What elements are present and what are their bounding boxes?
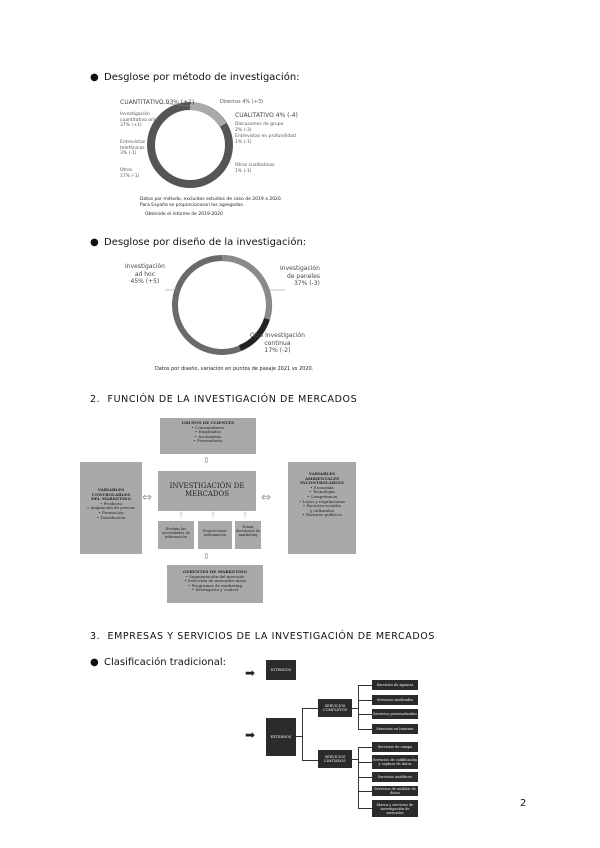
heading-number: 2.: [90, 394, 101, 405]
label-quant: CUANTITATIVO 93% (+1): [120, 99, 195, 106]
box-managers-title: GERENTES DE MARKETING: [182, 569, 247, 574]
label-panels: Investigación de paneles 37% (-3): [280, 265, 320, 287]
leaf-coding: Servicios de codificación y captura de datos: [372, 755, 418, 769]
label-adhoc: Investigación ad hoc 45% (+5): [125, 263, 165, 285]
arrow-vertical-icon-2: ⇕: [203, 552, 210, 561]
leaf-field: Servicios de campo: [372, 742, 418, 752]
bullet-dot: ●: [90, 657, 99, 668]
arrow-externos-icon: ➡: [245, 728, 256, 742]
box-externos: EXTERNOS: [266, 718, 296, 756]
box-clients: [160, 418, 256, 454]
box-provide: Proporcionar información: [198, 521, 232, 549]
donut-panel-segment: [222, 258, 269, 319]
box-managers: [167, 565, 263, 603]
connector: [358, 791, 372, 792]
chart1-note: Datos por método, excluidos estudios de caso de 2019 a 2020. Para España se proporcionaron los agregados.: [140, 197, 283, 208]
leaf-custom: Servicios personalizados: [372, 709, 418, 719]
leaf-data-analysis: Servicios de análisis de datos: [372, 786, 418, 796]
leaf-brand: Marca y servicios de investigación de mercados: [372, 800, 418, 817]
box-clients-title: GRUPOS DE CLIENTES: [181, 420, 235, 425]
chart2-note: Datos por diseño, variación en puntos de pasaje 2021 vs 2020.: [155, 366, 314, 372]
box-limitados: SERVICIOS LIMITADOS: [318, 750, 352, 768]
bullet-dot: ●: [90, 237, 99, 248]
label-indepth: Entrevistas en profundidad 1% (-1): [235, 134, 296, 145]
arrow-sub1-icon: ⇧: [178, 511, 184, 519]
page-number: 2: [520, 798, 527, 809]
connector: [302, 708, 318, 709]
heading-text: EMPRESAS Y SERVICIOS DE LA INVESTIGACIÓN DE MERCADOS: [107, 631, 435, 642]
leaf-internet: Servicios en Internet: [372, 724, 418, 734]
connector: [358, 777, 372, 778]
box-controllable-items: • Producto • Asignación de precios • Promoción • Distribución: [86, 500, 136, 520]
arrow-vertical-icon: ⇕: [203, 456, 210, 465]
connector: [358, 762, 372, 763]
box-decide: Tomar decisiones de marketing: [235, 521, 261, 549]
label-qual: CUALITATIVO 4% (-4): [235, 112, 298, 119]
leaf-analytic: Servicios analíticos: [372, 772, 418, 782]
donut-qual-segment: [190, 106, 223, 125]
label-continuous: Otra investigación continua 17% (-2): [250, 332, 305, 354]
bullet-design: [90, 237, 306, 248]
connector: [358, 700, 372, 701]
leaf-syndicated: Servicios sindicados: [372, 695, 418, 705]
connector: [302, 708, 303, 760]
arrow-internos-icon: ➡: [245, 666, 256, 680]
label-group: Discusiones de grupo 2% (-3): [235, 122, 284, 133]
arrow-sub3-icon: ⇧: [242, 511, 248, 519]
heading-companies: [90, 631, 435, 642]
heading-text: FUNCIÓN DE LA INVESTIGACIÓN DE MERCADOS: [107, 394, 358, 405]
bullet-dot: ●: [90, 72, 99, 83]
box-managers-items: • Segmentación del mercado • Selección de mercados meta • Programas de marketing • Desempeño y control: [184, 573, 246, 593]
connector: [358, 685, 372, 686]
connector: [358, 685, 359, 729]
label-phone: Entrevistas telefónicas 3% (-1): [120, 140, 146, 156]
box-clients-items: • Consumidores • Empleados • Accionistas • Proveedores: [191, 424, 225, 444]
bullet-method-text: Desglose por método de investigación:: [104, 72, 300, 83]
bullet-classification: [90, 657, 226, 668]
bullet-method: [90, 72, 300, 83]
bullet-design-text: Desglose por diseño de la investigación:: [104, 237, 307, 248]
box-uncontrollable-title: VARIABLES AMBIENTALES INCONTROLABLES: [300, 471, 344, 486]
arrow-right-icon: ⇔: [261, 490, 272, 504]
chart1-source: Obtenido el informe de 2019-2020: [145, 212, 223, 217]
connector: [358, 747, 372, 748]
connector: [302, 760, 318, 761]
label-direct: Directos 4% (+3): [220, 99, 264, 105]
heading-function: [90, 394, 357, 405]
box-controllable: [80, 462, 142, 554]
heading-number: 3.: [90, 631, 101, 642]
box-uncontrollable: [288, 462, 356, 554]
arrow-sub2-icon: ⇧: [210, 511, 216, 519]
label-online: Investigación cuantitativa online 37% (+1): [120, 112, 163, 128]
label-others: Otros 17% (-1): [120, 168, 140, 179]
connector: [358, 808, 372, 809]
box-evaluate: Evaluar las necesidades de información: [158, 521, 194, 549]
leaf-agency: Servicios de agencia: [372, 680, 418, 690]
label-other-qual: Otros cualitativos 1% (-1): [235, 163, 275, 174]
connector: [358, 729, 372, 730]
box-controllable-title: VARIABLES CONTROLABLES DEL MARKETING: [90, 487, 132, 502]
connector: [358, 714, 372, 715]
arrow-left-icon: ⇔: [142, 490, 153, 504]
box-completos: SERVICIOS COMPLETOS: [318, 699, 352, 717]
bullet-classification-text: Clasificación tradicional:: [104, 657, 227, 668]
box-uncontrollable-items: • Economía • Tecnología • Competencia • Leyes y regulaciones • Factores sociales y culturales • Factores políticos: [298, 484, 346, 518]
box-research: INVESTIGACIÓN DE MERCADOS: [158, 471, 256, 511]
box-internos: INTERNOS: [266, 660, 296, 680]
